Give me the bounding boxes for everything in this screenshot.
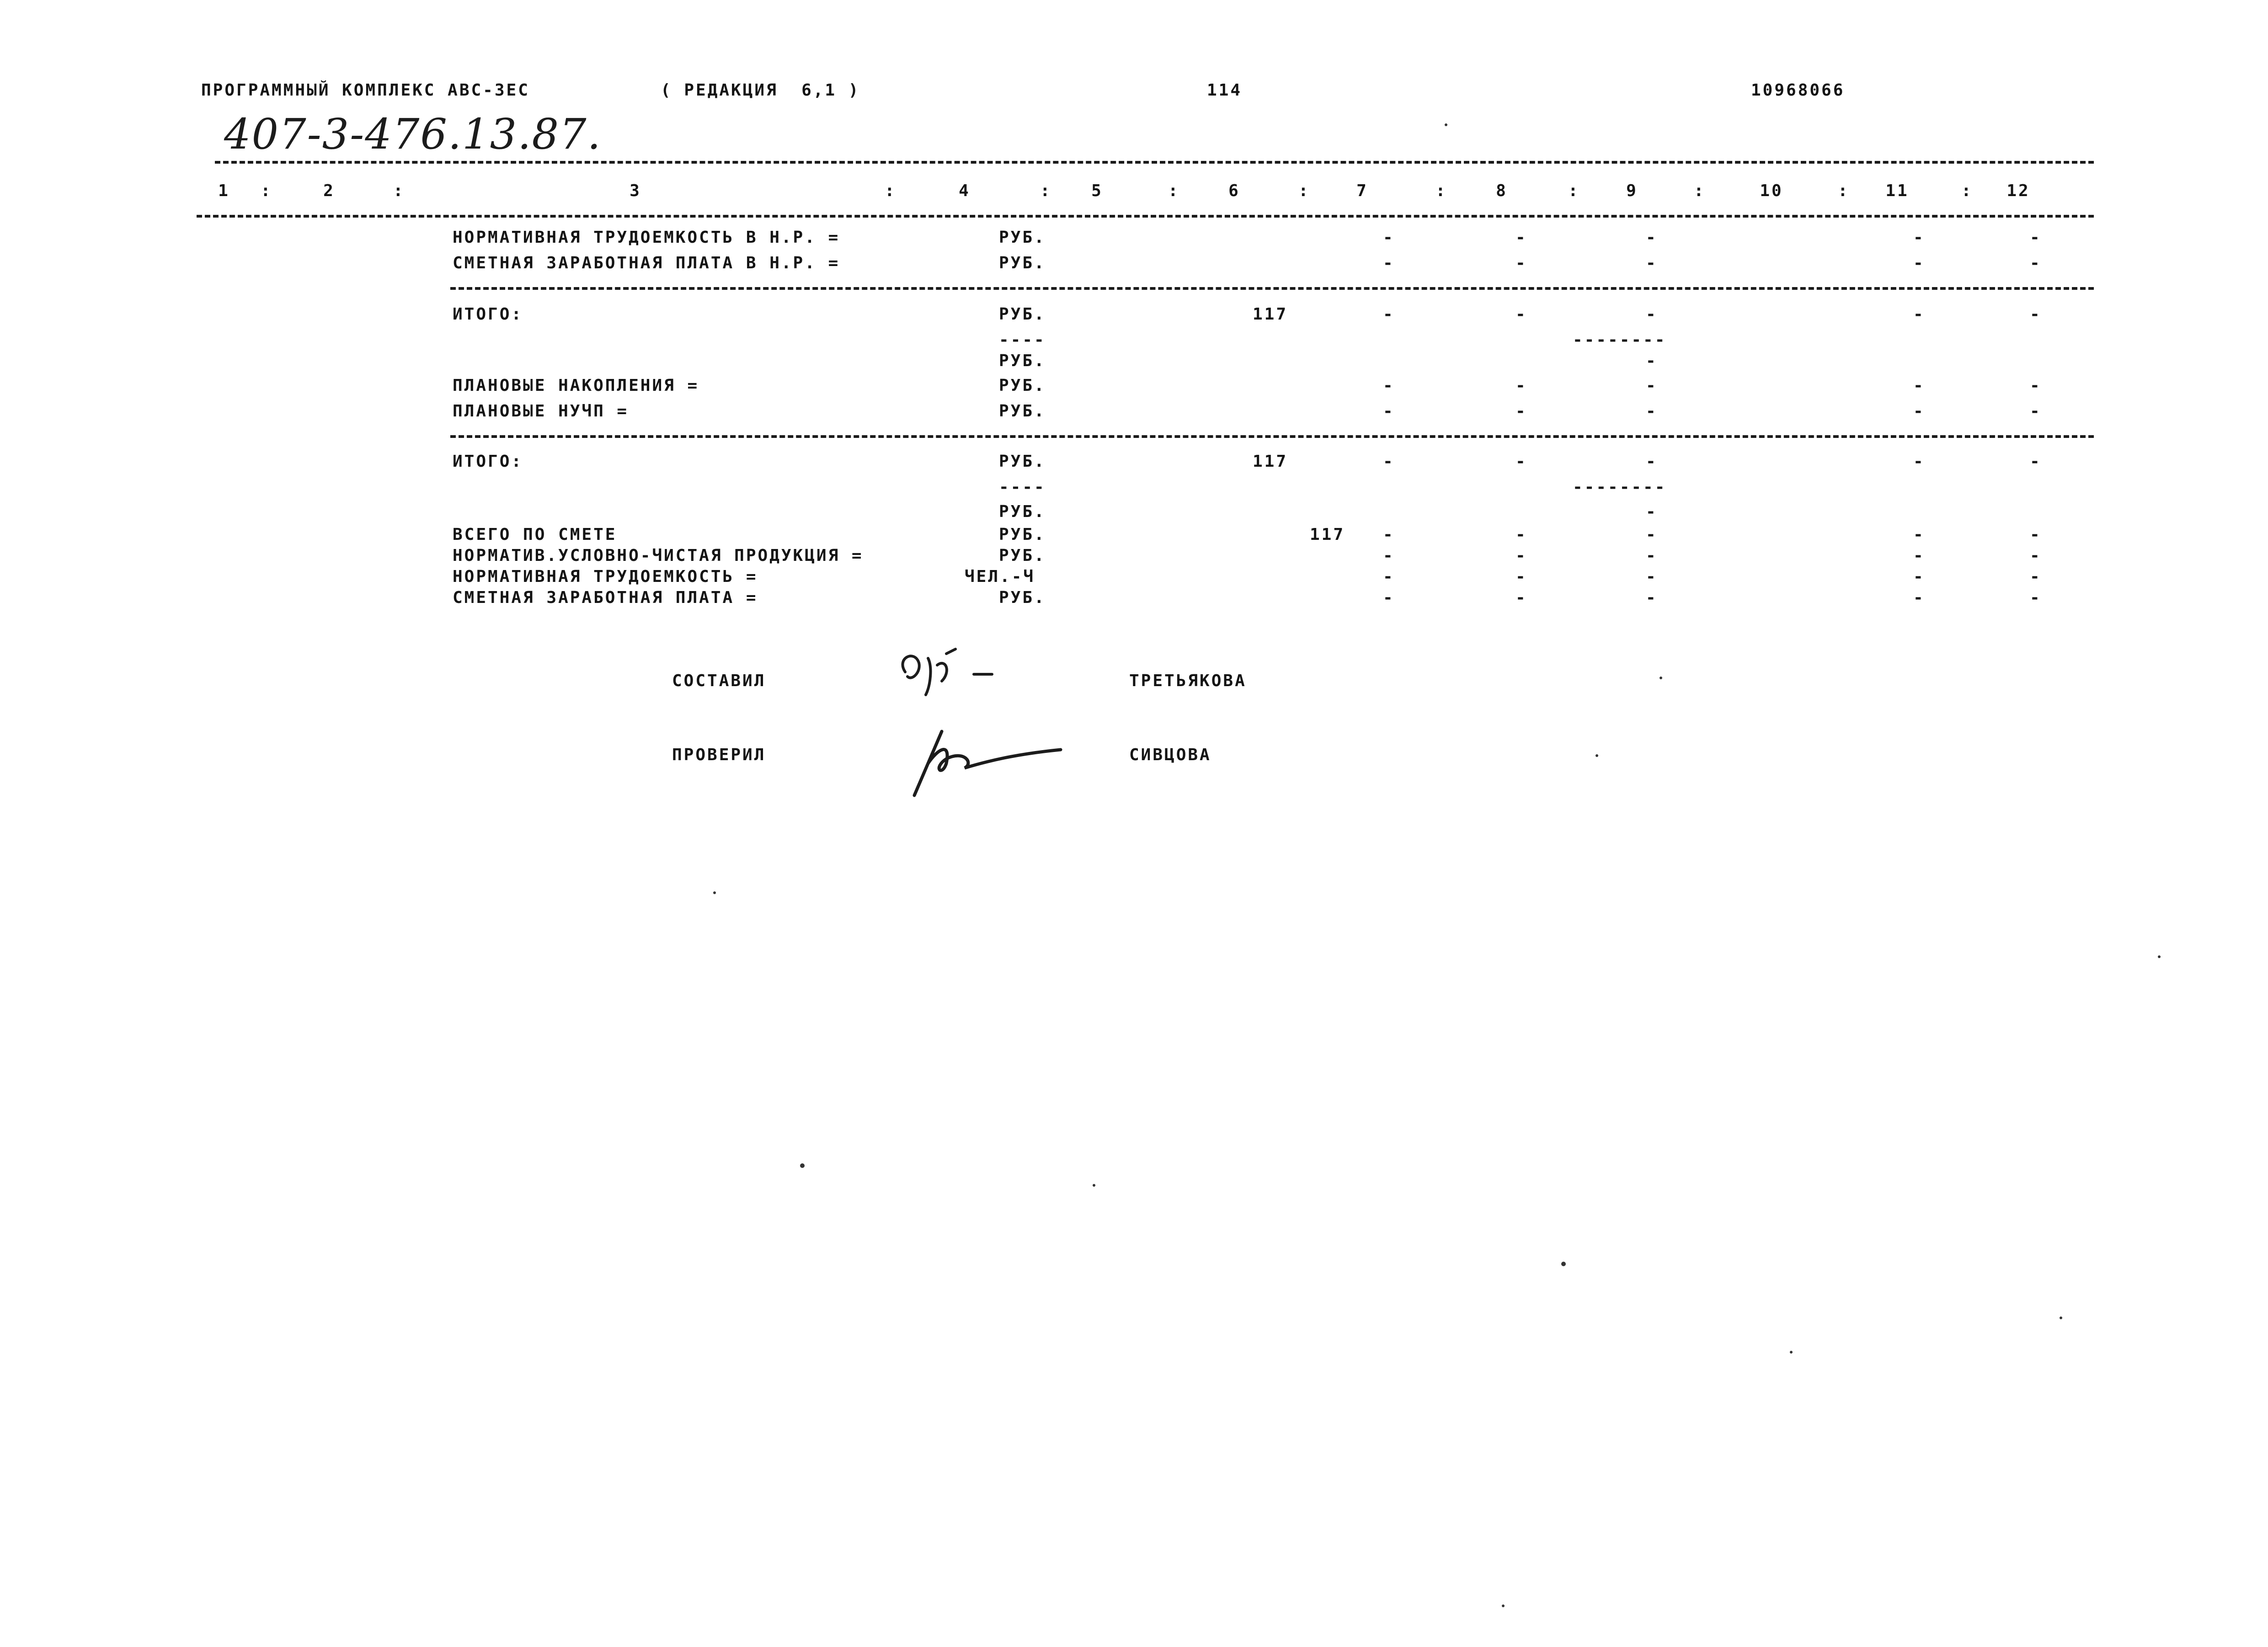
- dash-mark: -: [1383, 402, 1395, 421]
- column-colon: :: [1040, 181, 1052, 200]
- scan-speck: [2060, 1317, 2062, 1319]
- row-label: ВСЕГО ПО СМЕТЕ: [453, 525, 617, 544]
- dash-mark: -: [2030, 376, 2042, 395]
- column-number: 10: [1760, 181, 1783, 200]
- column-colon: :: [1961, 181, 1973, 200]
- dash-mark: -: [2030, 546, 2042, 565]
- dash-mark: -: [1646, 305, 1658, 324]
- page-number: 114: [1207, 81, 1243, 100]
- total-value: 117: [1253, 305, 1288, 324]
- column-colon: :: [885, 181, 897, 200]
- dash-mark: -: [1646, 352, 1658, 370]
- dash-mark: -: [1913, 228, 1925, 247]
- row-label: НОРМАТИВНАЯ ТРУДОЕМКОСТЬ В Н.Р. =: [453, 228, 840, 247]
- dash-mark: -: [1516, 402, 1527, 421]
- dash-mark: -: [1516, 228, 1527, 247]
- column-number: 9: [1626, 181, 1638, 200]
- dash-mark: -: [2030, 305, 2042, 324]
- row-value: 117: [1310, 525, 1345, 544]
- dash-mark: -: [1913, 402, 1925, 421]
- dash-mark: -: [1913, 546, 1925, 565]
- dash-mark: -: [1516, 525, 1527, 544]
- row-unit: РУБ.: [999, 228, 1046, 247]
- dash-mark: -: [1646, 402, 1658, 421]
- dash-mark: -: [1516, 567, 1527, 586]
- compiled-by-name: ТРЕТЬЯКОВА: [1129, 672, 1247, 690]
- header-separator-top: [215, 161, 2094, 164]
- dash-mark: -: [1516, 588, 1527, 607]
- scan-speck: [713, 891, 716, 894]
- column-colon: :: [1298, 181, 1310, 200]
- sub-unit: РУБ.: [999, 502, 1046, 521]
- scan-speck: [1561, 1262, 1566, 1266]
- row-unit: РУБ.: [999, 546, 1046, 565]
- dash-mark: -: [2030, 588, 2042, 607]
- dash-mark: -: [1646, 502, 1658, 521]
- edition-label: ( РЕДАКЦИЯ 6,1 ): [661, 81, 860, 100]
- dash-mark: -: [1646, 228, 1658, 247]
- total-label: ИТОГО:: [453, 452, 523, 471]
- column-number: 3: [630, 181, 641, 200]
- header-separator-bottom: [197, 215, 2094, 218]
- dash-mark: -: [1646, 546, 1658, 565]
- dash-mark: -: [1913, 588, 1925, 607]
- row-unit: РУБ.: [999, 376, 1046, 395]
- column-colon: :: [1436, 181, 1447, 200]
- column-number: 1: [218, 181, 230, 200]
- row-unit: ЧЕЛ.-Ч: [965, 567, 1035, 586]
- column-number: 5: [1091, 181, 1103, 200]
- row-unit: РУБ.: [999, 588, 1046, 607]
- row-unit: РУБ.: [999, 402, 1046, 421]
- column-colon: :: [1838, 181, 1850, 200]
- column-number: 12: [2007, 181, 2030, 200]
- scan-speck: [2158, 955, 2161, 958]
- total-value: 117: [1253, 452, 1288, 471]
- dash-mark: -: [1913, 567, 1925, 586]
- total-unit: РУБ.: [999, 452, 1046, 471]
- column-colon: :: [1568, 181, 1580, 200]
- column-colon: :: [261, 181, 272, 200]
- small-separator: ----: [999, 330, 1046, 349]
- dash-mark: -: [1516, 305, 1527, 324]
- dash-mark: -: [1913, 525, 1925, 544]
- scan-speck: [800, 1163, 805, 1168]
- block-separator: [450, 287, 2094, 290]
- long-separator: --------: [1573, 330, 1667, 349]
- total-unit: РУБ.: [999, 305, 1046, 324]
- column-number: 4: [959, 181, 971, 200]
- dash-mark: -: [1516, 254, 1527, 272]
- column-number: 11: [1885, 181, 1909, 200]
- dash-mark: -: [1383, 588, 1395, 607]
- row-unit: РУБ.: [999, 254, 1046, 272]
- scan-speck: [1596, 754, 1598, 757]
- sub-unit: РУБ.: [999, 352, 1046, 370]
- dash-mark: -: [1516, 452, 1527, 471]
- dash-mark: -: [2030, 254, 2042, 272]
- dash-mark: -: [1913, 376, 1925, 395]
- scan-speck: [1445, 123, 1447, 126]
- column-number: 2: [323, 181, 335, 200]
- total-label: ИТОГО:: [453, 305, 523, 324]
- dash-mark: -: [1383, 452, 1395, 471]
- dash-mark: -: [1646, 452, 1658, 471]
- dash-mark: -: [1383, 567, 1395, 586]
- row-label: СМЕТНАЯ ЗАРАБОТНАЯ ПЛАТА =: [453, 588, 758, 607]
- dash-mark: -: [2030, 228, 2042, 247]
- scan-speck: [1660, 677, 1662, 679]
- dash-mark: -: [2030, 402, 2042, 421]
- dash-mark: -: [1913, 254, 1925, 272]
- dash-mark: -: [2030, 525, 2042, 544]
- compiler-signature: [887, 640, 1033, 722]
- row-label: НОРМАТИВНАЯ ТРУДОЕМКОСТЬ =: [453, 567, 758, 586]
- document-code: 10968066: [1751, 81, 1845, 100]
- scan-speck: [1502, 1604, 1505, 1607]
- dash-mark: -: [1383, 525, 1395, 544]
- row-label: НОРМАТИВ.УСЛОВНО-ЧИСТАЯ ПРОДУКЦИЯ =: [453, 546, 864, 565]
- column-colon: :: [393, 181, 405, 200]
- dash-mark: -: [1516, 376, 1527, 395]
- dash-mark: -: [1646, 588, 1658, 607]
- dash-mark: -: [1646, 567, 1658, 586]
- dash-mark: -: [1383, 305, 1395, 324]
- dash-mark: -: [1383, 228, 1395, 247]
- column-colon: :: [1168, 181, 1180, 200]
- block-separator: [450, 435, 2094, 438]
- checked-by-name: СИВЦОВА: [1129, 746, 1211, 764]
- handwritten-doc-number: 407-3-476.13.87.: [224, 110, 602, 159]
- column-number: 8: [1496, 181, 1508, 200]
- dash-mark: -: [1646, 254, 1658, 272]
- column-number: 6: [1228, 181, 1240, 200]
- dash-mark: -: [1913, 305, 1925, 324]
- dash-mark: -: [2030, 452, 2042, 471]
- column-number: 7: [1356, 181, 1368, 200]
- dash-mark: -: [1913, 452, 1925, 471]
- column-colon: :: [1694, 181, 1706, 200]
- dash-mark: -: [1383, 254, 1395, 272]
- dash-mark: -: [2030, 567, 2042, 586]
- row-label: ПЛАНОВЫЕ НАКОПЛЕНИЯ =: [453, 376, 699, 395]
- row-unit: РУБ.: [999, 525, 1046, 544]
- dash-mark: -: [1516, 546, 1527, 565]
- checker-signature: [896, 722, 1079, 805]
- long-separator: --------: [1573, 478, 1667, 496]
- row-label: ПЛАНОВЫЕ НУЧП =: [453, 402, 629, 421]
- dash-mark: -: [1646, 525, 1658, 544]
- program-title: ПРОГРАММНЫЙ КОМПЛЕКС АВС-3ЕС: [201, 81, 530, 100]
- compiled-by-label: СОСТАВИЛ: [672, 672, 766, 690]
- dash-mark: -: [1383, 546, 1395, 565]
- scan-speck: [1093, 1184, 1095, 1187]
- dash-mark: -: [1383, 376, 1395, 395]
- dash-mark: -: [1646, 376, 1658, 395]
- checked-by-label: ПРОВЕРИЛ: [672, 746, 766, 764]
- row-label: СМЕТНАЯ ЗАРАБОТНАЯ ПЛАТА В Н.Р. =: [453, 254, 840, 272]
- scan-speck: [1790, 1351, 1793, 1354]
- small-separator: ----: [999, 478, 1046, 496]
